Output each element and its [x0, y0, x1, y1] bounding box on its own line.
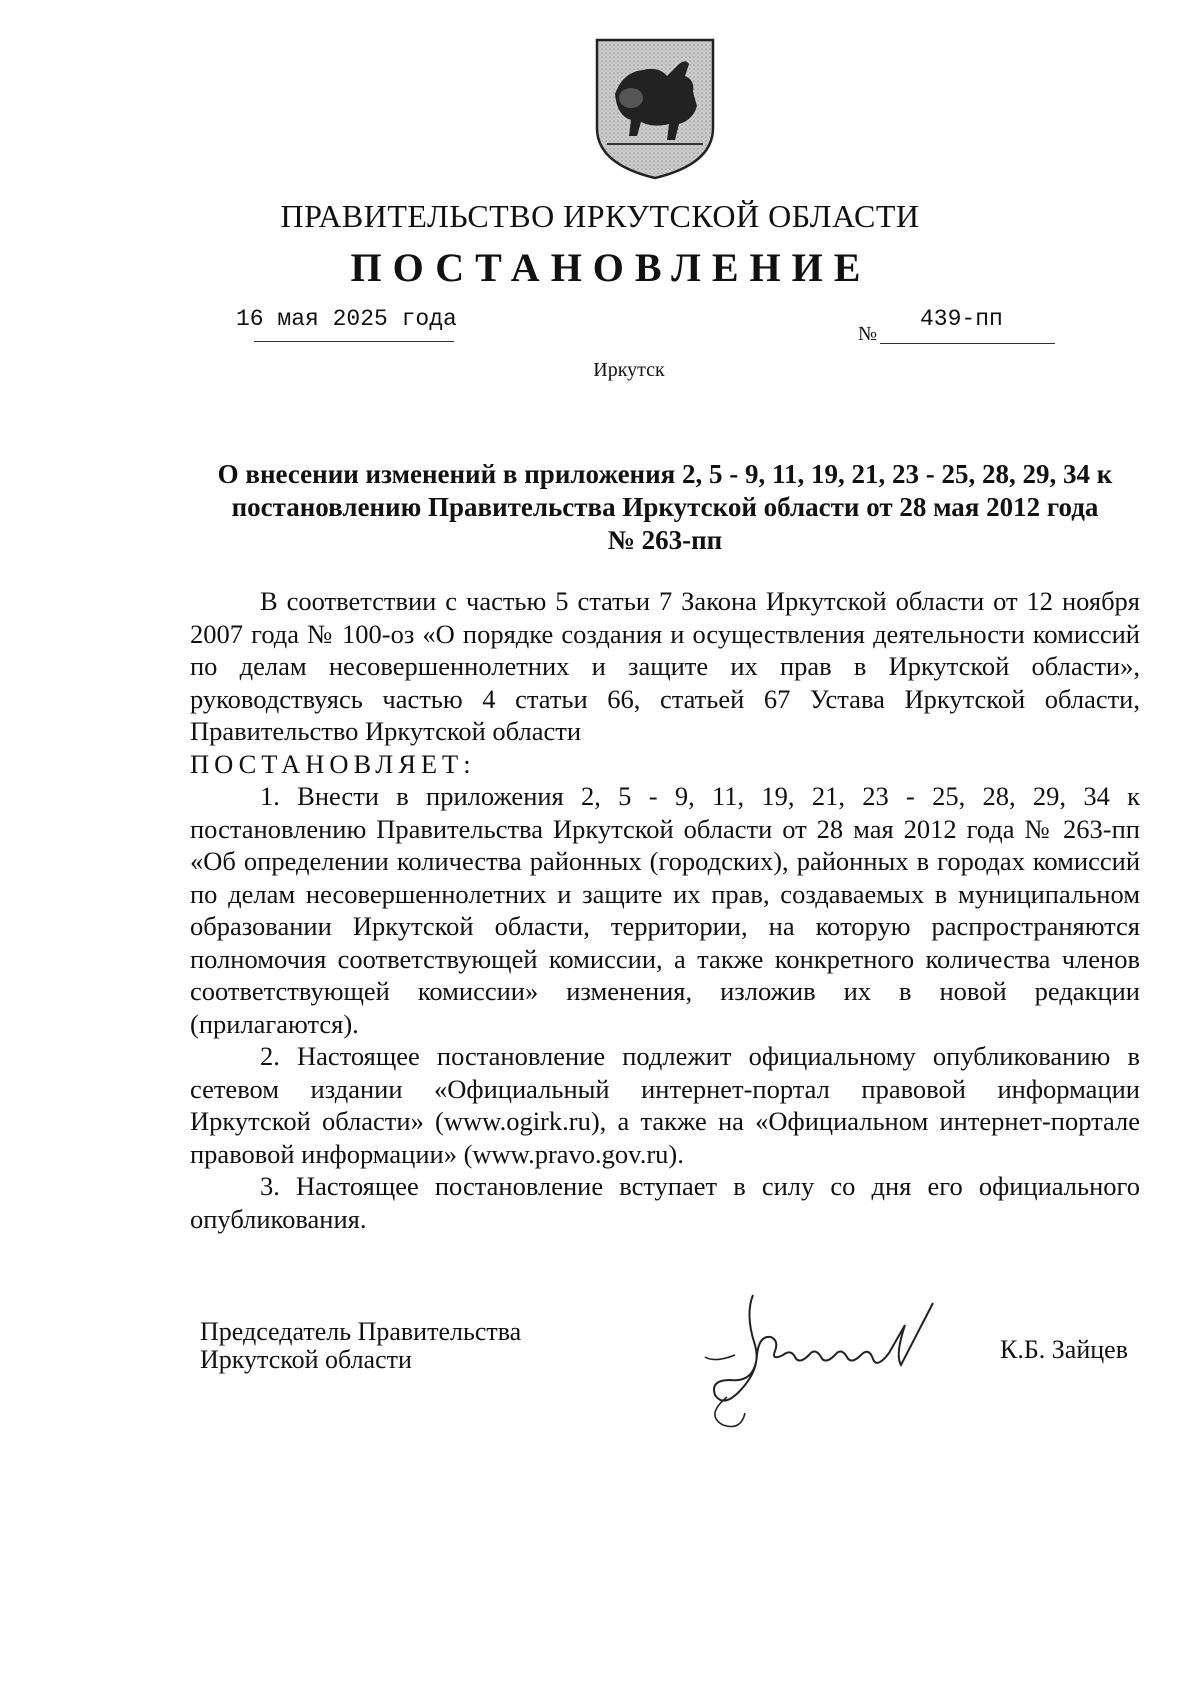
position-line-2: Иркутской области [200, 1345, 412, 1374]
title-line-1: О внесении изменений в приложения 2, 5 - 9, 11, 19, 21, 23 - 25, 28, 29, 34 к [217, 459, 1113, 489]
item-2-paragraph: 2. Настоящее постановление подлежит официальному опубликованию в сетевом издании «Официальный интернет-портал правовой информации Иркутской области» (www.ogirk.ru), а также на «Официальном интернет-портале правовой информации» (www.pravo.gov.ru). [190, 1041, 1140, 1169]
preamble-paragraph: В соответствии с частью 5 статьи 7 Закона Иркутской области от 12 ноября 2007 года № 100-оз «О порядке создания и осуществления деятельности комиссий по делам несовершеннолетних и защите их прав в Иркутской области», руководствуясь частью 4 статьи 66, статьей 67 Устава Иркутской области, Правительство Иркутской области [190, 586, 1140, 746]
item-1-paragraph: 1. Внести в приложения 2, 5 - 9, 11, 19, 21, 23 - 25, 28, 29, 34 к постановлению Правительства Иркутской области от 28 мая 2012 года № 263-пп «Об определении количества районных (городских), районных в городах комиссий по делам несовершеннолетних и защите их прав, создаваемых в муниципальном образовании Иркутской области, территории, на которую распространяются полномочия соответствующей комиссии, а также конкретного количества членов соответствующей комиссии» изменения, изложив их в новой редакции (прилагаются). [190, 781, 1140, 1039]
signatory-name: К.Б. Зайцев [1000, 1335, 1128, 1364]
handwritten-signature-icon [675, 1285, 955, 1435]
item-3-paragraph: 3. Настоящее постановление вступает в силу со дня его официального опубликования. [190, 1171, 1140, 1234]
signatory-position [200, 1318, 521, 1374]
document-city: Иркутск [593, 359, 665, 381]
document-type: ПОСТАНОВЛЕНИЕ [350, 245, 872, 290]
irkutsk-coat-of-arms-icon [593, 36, 717, 181]
number-underline [880, 343, 1055, 344]
document-title [190, 458, 1140, 557]
number-sign: № [858, 323, 878, 345]
document-number: 439-пп [920, 306, 1003, 332]
title-line-3: № 263-пп [607, 525, 723, 555]
position-line-1: Председатель Правительства [200, 1317, 522, 1346]
document-date: 16 мая 2025 года [236, 306, 457, 332]
organization-name: ПРАВИТЕЛЬСТВО ИРКУТСКОЙ ОБЛАСТИ [280, 198, 920, 234]
title-line-2: постановлению Правительства Иркутской области от 28 мая 2012 года [231, 492, 1099, 522]
document-body [190, 585, 1140, 1235]
resolves-label: ПОСТАНОВЛЯЕТ: [190, 748, 476, 779]
date-underline [254, 341, 454, 342]
